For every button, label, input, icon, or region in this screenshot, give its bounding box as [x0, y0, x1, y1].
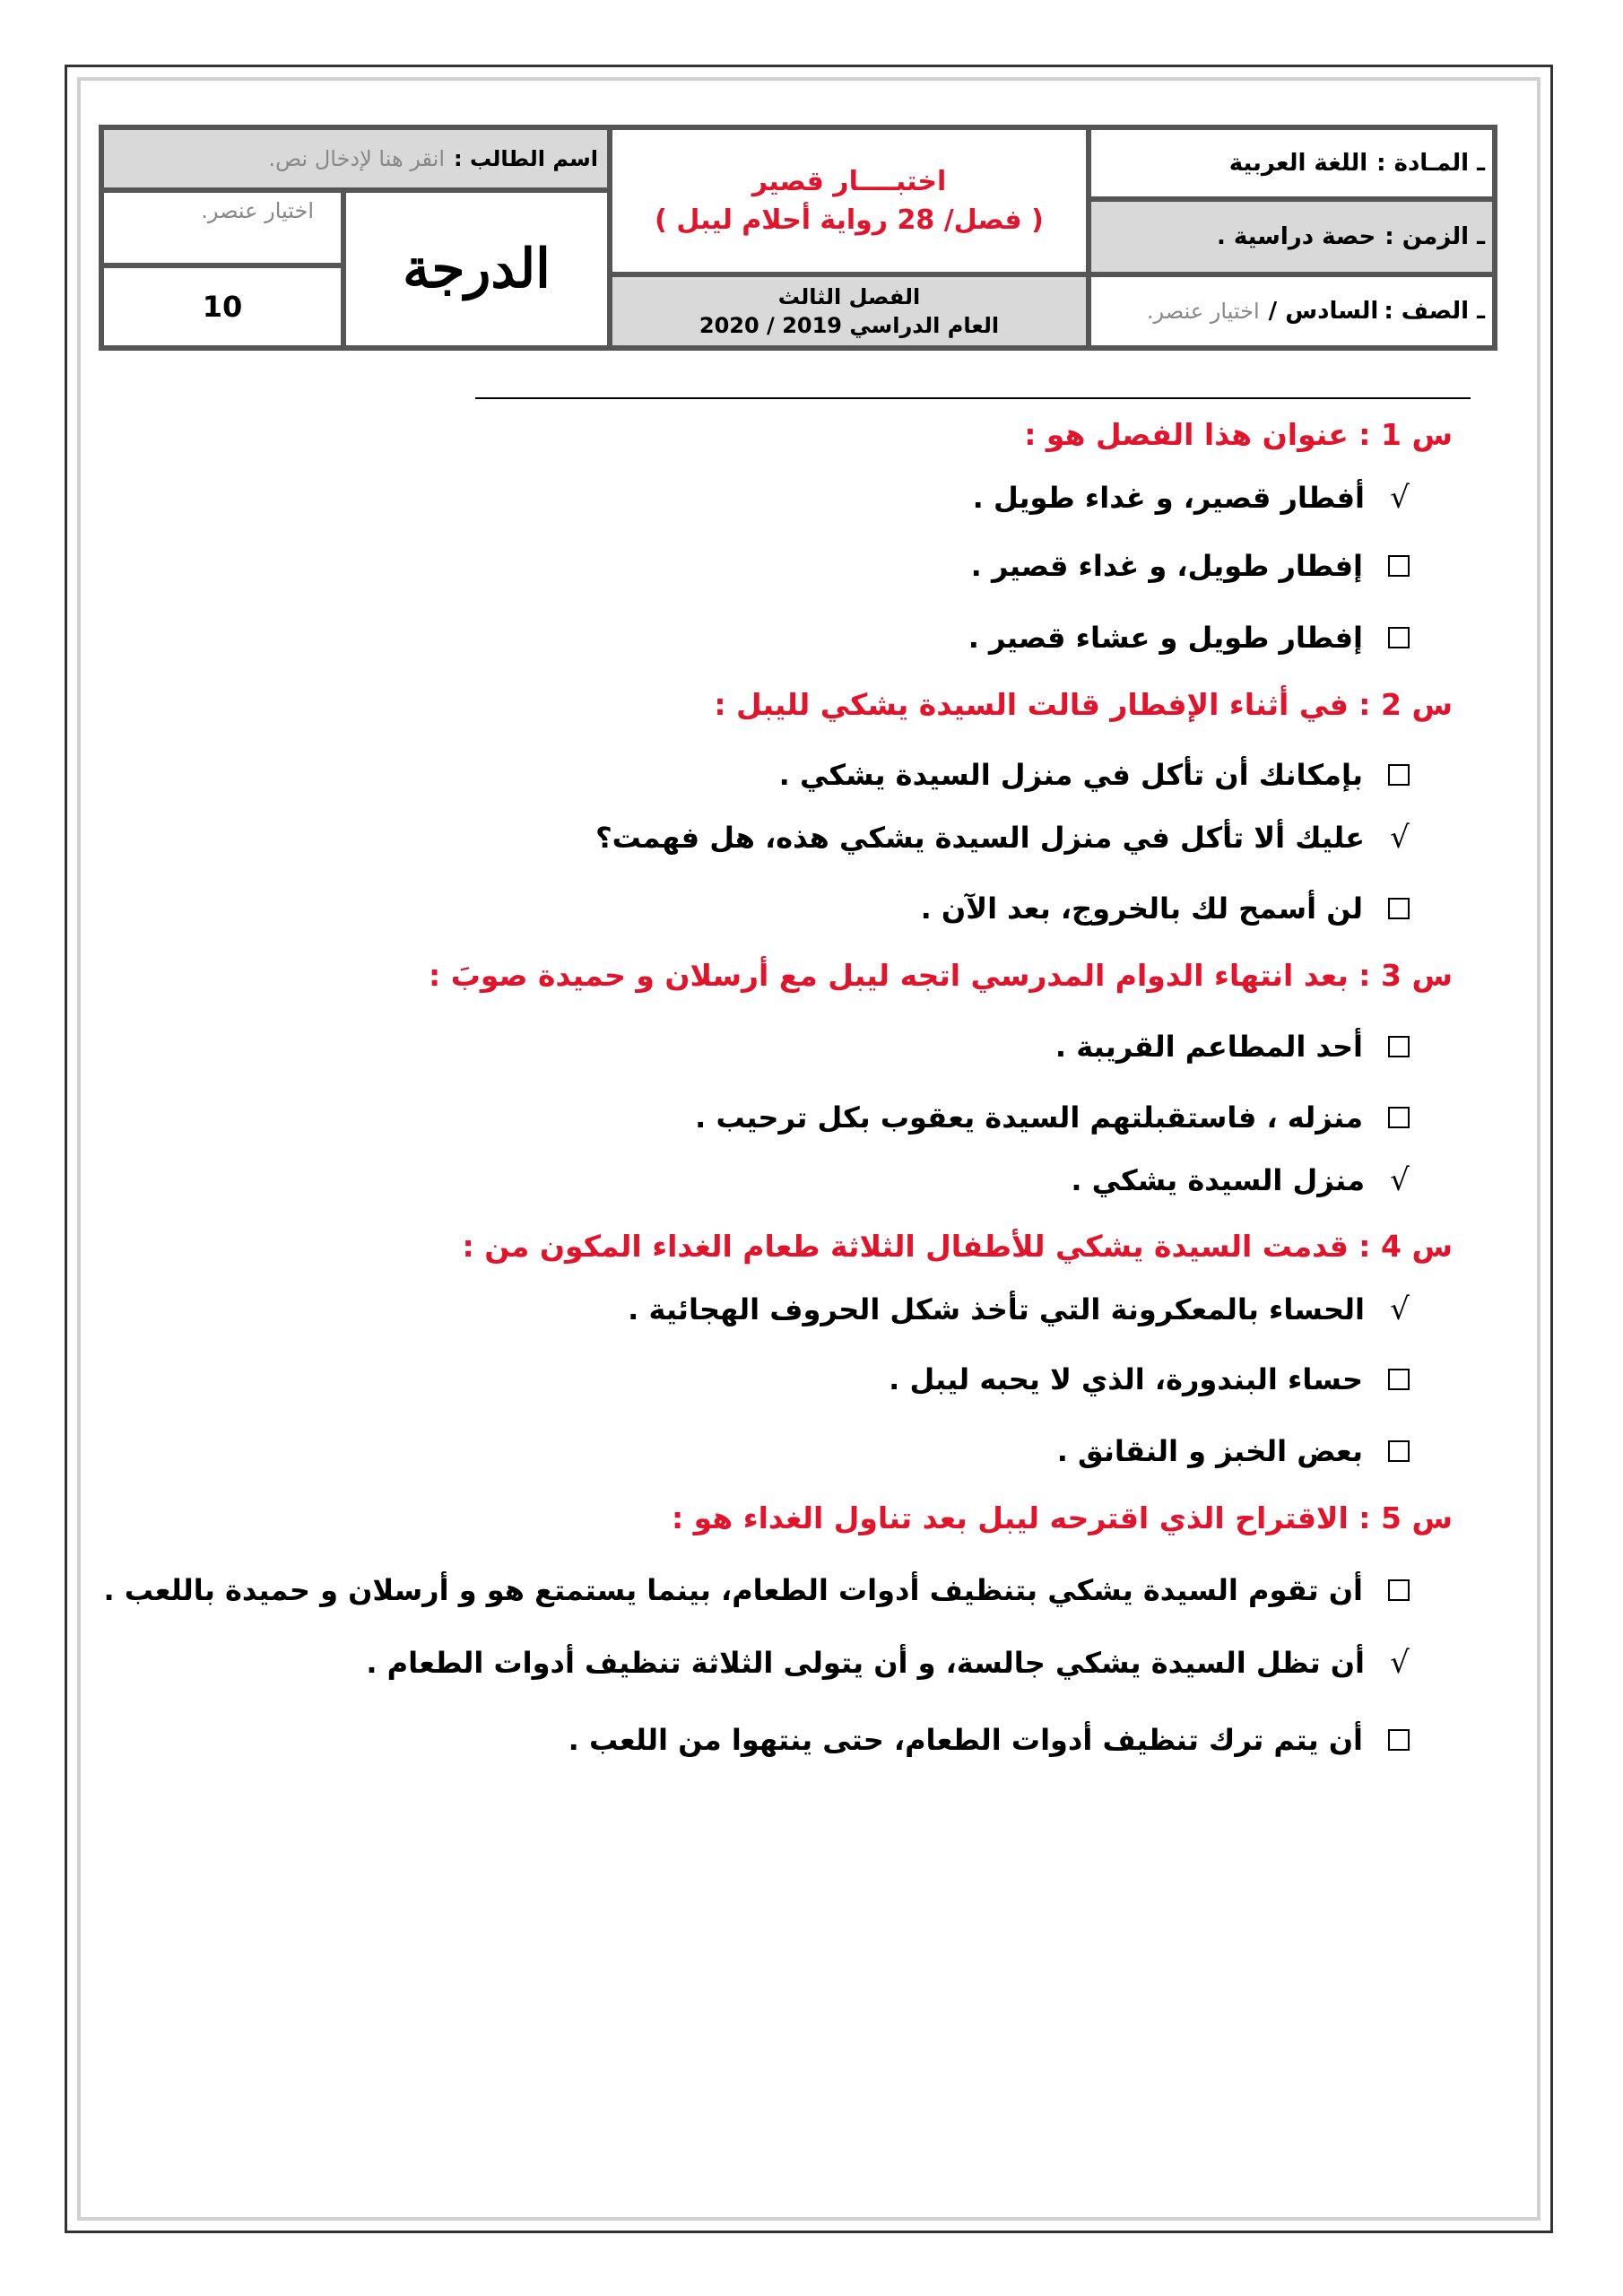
time-label: ـ الزمن :	[1384, 223, 1485, 250]
header-rule	[475, 397, 1471, 399]
subject-label: ـ المـادة :	[1376, 150, 1485, 177]
header-table	[99, 125, 1497, 351]
option-text: منزله ، فاستقبلتهم السيدة يعقوب بكل ترحيب .	[695, 1100, 1363, 1135]
option-text: أن يتم ترك تنظيف أدوات الطعام، حتى ينتهوا من اللعب .	[568, 1723, 1363, 1757]
option-text: بإمكانك أن تأكل في منزل السيدة يشكي .	[778, 758, 1363, 792]
term-cell	[610, 274, 1089, 348]
question-4: س 4 : قدمت السيدة يشكي للأطفال الثلاثة طعام الغداء المكون من :	[462, 1229, 1453, 1264]
checkbox-icon[interactable]	[1388, 555, 1410, 577]
question-1: س 1 : عنوان هذا الفصل هو :	[1024, 417, 1453, 452]
q1-option-1[interactable]	[973, 480, 1415, 516]
option-text: بعض الخبز و النقانق .	[1056, 1434, 1363, 1468]
subject-value: اللغة العربية	[1228, 150, 1368, 177]
grade-value: السادس /	[1268, 298, 1379, 325]
score-select[interactable]: اختيار عنصر.	[201, 198, 314, 223]
option-text: أحد المطاعم القريبة .	[1055, 1030, 1363, 1064]
checkbox-icon[interactable]	[1388, 764, 1410, 786]
time-value: حصة دراسية .	[1216, 223, 1376, 250]
checkbox-icon[interactable]	[1388, 1036, 1410, 1057]
q5-option-2[interactable]	[366, 1645, 1415, 1681]
option-text: لن أسمح لك بالخروج، بعد الآن .	[920, 891, 1363, 926]
q3-option-3[interactable]	[1071, 1162, 1415, 1198]
checkbox-icon[interactable]	[1388, 898, 1410, 919]
q3-option-1[interactable]	[1055, 1030, 1415, 1064]
checkbox-icon[interactable]	[1388, 1107, 1410, 1128]
q2-option-1[interactable]	[779, 758, 1415, 792]
question-3: س 3 : بعد انتهاء الدوام المدرسي اتجه ليبل مع أرسلان و حميدة صوبَ :	[429, 958, 1453, 993]
check-mark-icon: √	[1390, 1645, 1410, 1681]
checkbox-icon[interactable]	[1388, 627, 1410, 648]
option-text: إفطار طويل، و غداء قصير .	[970, 549, 1363, 583]
student-name-cell	[101, 127, 610, 190]
grade-cell	[1089, 274, 1495, 348]
check-mark-icon: √	[1390, 1162, 1410, 1198]
score-total-cell	[101, 265, 343, 348]
option-text: أن تقوم السيدة يشكي بتنظيف أدوات الطعام، بينما يستمتع هو و أرسلان و حميدة باللعب .	[103, 1573, 1363, 1607]
subject-cell	[1089, 127, 1495, 199]
quiz-subtitle: ( فصل/ 28 رواية أحلام ليبل )	[655, 204, 1044, 236]
check-mark-icon: √	[1390, 820, 1410, 856]
score-label-cell	[343, 190, 610, 348]
checkbox-icon[interactable]	[1388, 1440, 1410, 1462]
option-text: عليك ألا تأكل في منزل السيدة يشكي هذه، هل فهمت؟	[595, 821, 1365, 855]
quiz-title: اختبــــار قصير	[751, 166, 947, 197]
student-name-input[interactable]: انقر هنا لإدخال نص.	[268, 146, 445, 171]
checkbox-icon[interactable]	[1388, 1729, 1410, 1751]
score-label: الدرجة	[403, 238, 551, 300]
q5-option-1[interactable]	[103, 1573, 1415, 1607]
q2-option-3[interactable]	[921, 891, 1415, 926]
score-total: 10	[202, 290, 243, 324]
option-text: أفطار قصير، و غداء طويل .	[972, 481, 1365, 515]
score-select-cell	[101, 190, 343, 265]
question-5: س 5 : الاقتراح الذي اقترحه ليبل بعد تناول الغداء هو :	[671, 1500, 1453, 1535]
check-mark-icon: √	[1390, 480, 1410, 516]
academic-year: العام الدراسي 2019 / 2020	[699, 313, 1000, 338]
check-mark-icon: √	[1390, 1292, 1410, 1327]
q1-option-2[interactable]	[971, 549, 1415, 583]
q4-option-2[interactable]	[889, 1362, 1415, 1396]
q1-option-3[interactable]	[968, 621, 1415, 655]
q2-option-2[interactable]	[595, 820, 1415, 856]
question-2: س 2 : في أثناء الإفطار قالت السيدة يشكي لليبل :	[714, 687, 1453, 722]
option-text: إفطار طويل و عشاء قصير .	[968, 621, 1363, 655]
checkbox-icon[interactable]	[1388, 1369, 1410, 1390]
option-text: الحساء بالمعكرونة التي تأخذ شكل الحروف الهجائية .	[628, 1292, 1365, 1326]
quiz-title-cell	[610, 127, 1089, 274]
q4-option-3[interactable]	[1057, 1434, 1415, 1468]
grade-label: ـ الصف :	[1384, 298, 1485, 325]
q3-option-2[interactable]	[695, 1100, 1415, 1135]
time-cell	[1089, 199, 1495, 274]
q4-option-1[interactable]	[628, 1292, 1415, 1327]
checkbox-icon[interactable]	[1388, 1579, 1410, 1601]
grade-select[interactable]: اختيار عنصر.	[1146, 299, 1260, 324]
option-text: منزل السيدة يشكي .	[1071, 1163, 1365, 1197]
q5-option-3[interactable]	[568, 1723, 1415, 1757]
option-text: أن تظل السيدة يشكي جالسة، و أن يتولى الثلاثة تنظيف أدوات الطعام .	[366, 1646, 1365, 1680]
term-label: الفصل الثالث	[777, 284, 921, 309]
option-text: حساء البندورة، الذي لا يحبه ليبل .	[889, 1362, 1363, 1396]
student-name-label: اسم الطالب :	[453, 146, 598, 171]
